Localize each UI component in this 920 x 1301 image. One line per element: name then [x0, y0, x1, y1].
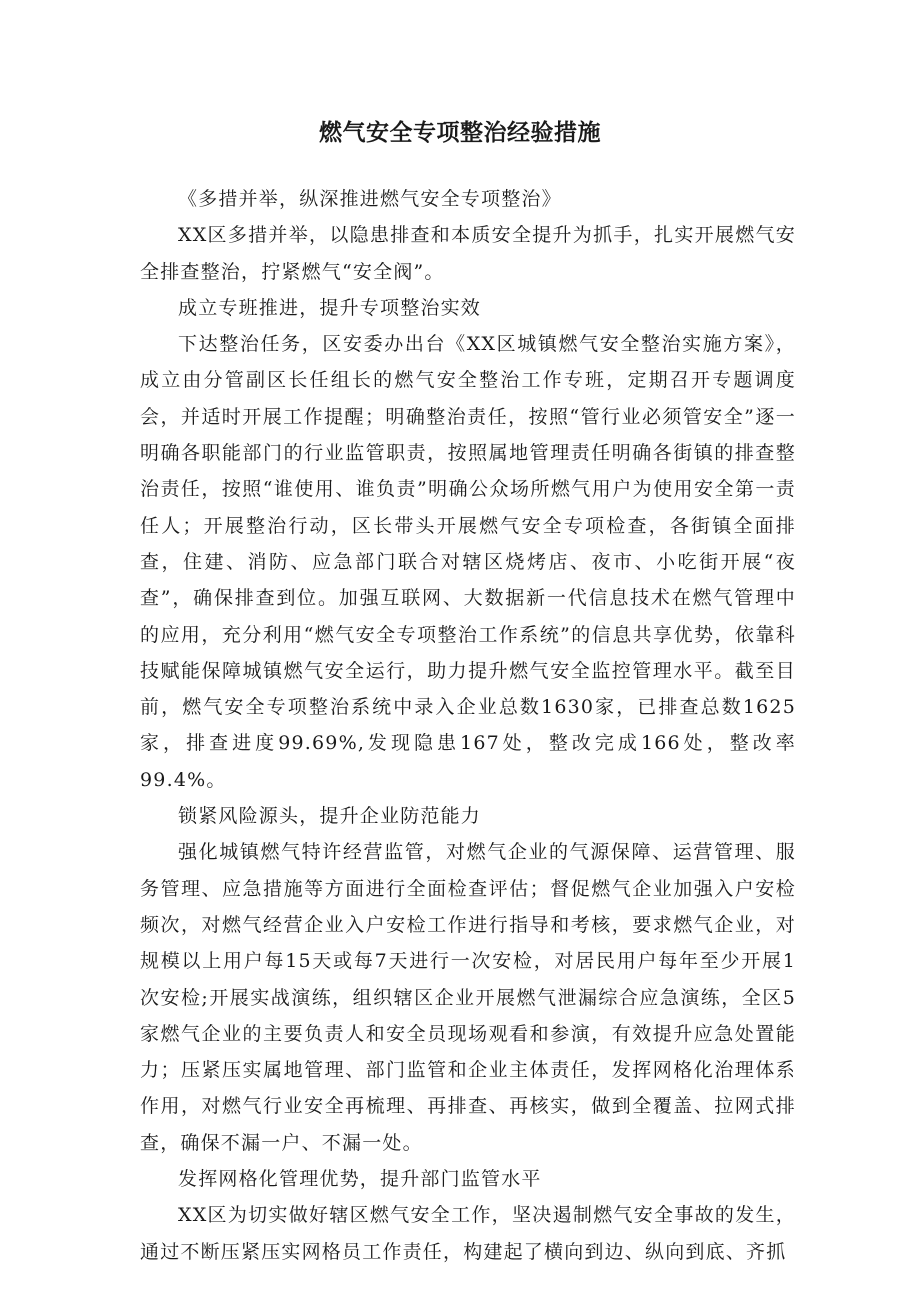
document-title: 燃气安全专项整治经验措施	[319, 120, 601, 146]
section-heading-grid-management: 发挥网格化管理优势，提升部门监管水平	[178, 1168, 542, 1191]
section-heading-risk-source: 锁紧风险源头，提升企业防范能力	[178, 805, 482, 828]
paragraph-special-team: 下达整治任务，区安委办出台《XX区城镇燃气安全整治实施方案》，成立由分管副区长任组长的燃气安全整治工作专班，定期召开专题调度会，并适时开展工作提醒；明确整治责任，按照“管行业必须管安全”逐一明确各职能部门的行业监管职责，按照属地管理责任明确各街镇的排查整治责任，按照“谁使用、谁负责”明确公众场所燃气用户为使用安全第一责任人；开展整治行动，区长带头开展燃气安全专项检查，各街镇全面排查，住建、消防、应急部门联合对辖区烧烤店、夜市、小吃街开展“夜查”，确保排查到位。加强互联网、大数据新一代信息技术在燃气管理中的应用，充分利用“燃气安全专项整治工作系统”的信息共享优势，依靠科技赋能保障城镇燃气安全运行，助力提升燃气安全监控管理水平。截至目前，燃气安全专项整治系统中录入企业总数1630家，已排查总数1625家，排查进度99.69%,发现隐患167处，整改完成166处，整改率99.4%。	[140, 333, 796, 791]
paragraph-intro: XX区多措并举，以隐患排查和本质安全提升为抓手，扎实开展燃气安全排查整治，拧紧燃气“安全阀”。	[140, 224, 796, 283]
paragraph-subtitle: 《多措并举，纵深推进燃气安全专项整治》	[178, 188, 562, 210]
document-body	[140, 181, 796, 1270]
paragraph-grid-management: XX区为切实做好辖区燃气安全工作，坚决遏制燃气安全事故的发生，通过不断压紧压实网格员工作责任，构建起了横向到边、纵向到底、齐抓	[140, 1204, 796, 1263]
section-heading-special-team: 成立专班推进，提升专项整治实效	[178, 296, 482, 319]
paragraph-risk-source: 强化城镇燃气特许经营监管，对燃气企业的气源保障、运营管理、服务管理、应急措施等方面进行全面检查评估；督促燃气企业加强入户安检频次，对燃气经营企业入户安检工作进行指导和考核，要求燃气企业，对规模以上用户每15天或每7天进行一次安检，对居民用户每年至少开展1次安检;开展实战演练，组织辖区企业开展燃气泄漏综合应急演练，全区5家燃气企业的主要负责人和安全员现场观看和参演，有效提升应急处置能力；压紧压实属地管理、部门监管和企业主体责任，发挥网格化治理体系作用，对燃气行业安全再梳理、再排查、再核实，做到全覆盖、拉网式排查，确保不漏一户、不漏一处。	[140, 841, 796, 1154]
